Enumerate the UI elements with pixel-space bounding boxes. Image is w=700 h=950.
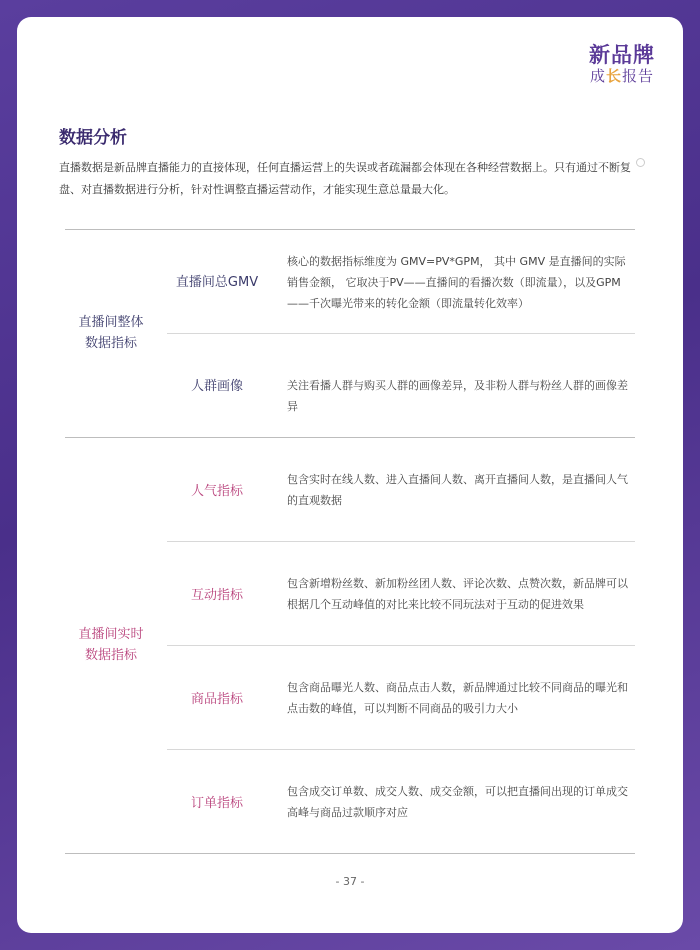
report-page — [17, 17, 683, 933]
row-divider — [167, 749, 635, 750]
row-divider — [167, 541, 635, 542]
brand-logo — [589, 43, 655, 85]
logo-char: 成 — [589, 67, 606, 85]
metric-name-interaction: 互动指标 — [190, 588, 243, 603]
logo-char: 报告 — [622, 67, 655, 85]
metric-name-product: 商品指标 — [190, 692, 243, 707]
logo-line2 — [589, 67, 655, 85]
metric-desc-interaction: 包含新增粉丝数、新加粉丝团人数、评论次数、点赞次数，新品牌可以根据几个互动峰值的对比来比较不同玩法对于互动的促进效果 — [287, 577, 628, 611]
intro-paragraph: 直播数据是新品牌直播能力的直接体现，任何直播运营上的失误或者疏漏都会体现在各种经营数据上。只有通过不断复盘、对直播数据进行分析，针对性调整直播运营动作，才能实现生意总量最大化。 — [59, 161, 631, 196]
table-top-border — [65, 229, 635, 230]
metric-desc-popularity: 包含实时在线人数、进入直播间人数、离开直播间人数，是直播间人气的直观数据 — [287, 473, 628, 507]
metric-name-order: 订单指标 — [190, 796, 243, 811]
logo-line1: 新品牌 — [589, 43, 655, 67]
row-divider — [167, 333, 635, 334]
metric-desc-audience: 关注看播人群与购买人群的画像差异，及非粉人群与粉丝人群的画像差异 — [287, 379, 628, 413]
metric-desc-order: 包含成交订单数、成交人数、成交金额，可以把直播间出现的订单成交高峰与商品过款顺序对应 — [287, 785, 628, 819]
group-label-realtime — [65, 624, 157, 666]
group-label-overall — [65, 312, 157, 354]
group-divider — [65, 437, 635, 438]
group-label-line: 数据指标 — [84, 648, 137, 663]
metric-name-popularity: 人气指标 — [190, 484, 243, 499]
logo-char-accent: 长 — [605, 67, 622, 85]
row-divider — [167, 645, 635, 646]
group-label-line: 直播间实时 — [78, 627, 144, 642]
group-label-line: 数据指标 — [84, 336, 137, 351]
metric-desc-gmv: 核心的数据指标维度为 GMV=PV*GPM， 其中 GMV 是直播间的实际销售金额， 它取决于PV——直播间的看播次数（即流量），以及GPM——千次曝光带来的转化金额（即流量转化效率） — [287, 255, 626, 310]
section-title: 数据分析 — [59, 128, 127, 148]
decorative-dot — [636, 158, 645, 167]
table-bottom-border — [65, 853, 635, 854]
metric-name-audience: 人群画像 — [190, 379, 243, 394]
group-label-line: 直播间整体 — [78, 315, 144, 330]
page-number: - 37 - — [335, 875, 365, 888]
metric-desc-product: 包含商品曝光人数、商品点击人数，新品牌通过比较不同商品的曝光和点击数的峰值，可以判断不同商品的吸引力大小 — [287, 681, 628, 715]
metric-name-gmv: 直播间总GMV — [175, 275, 259, 290]
